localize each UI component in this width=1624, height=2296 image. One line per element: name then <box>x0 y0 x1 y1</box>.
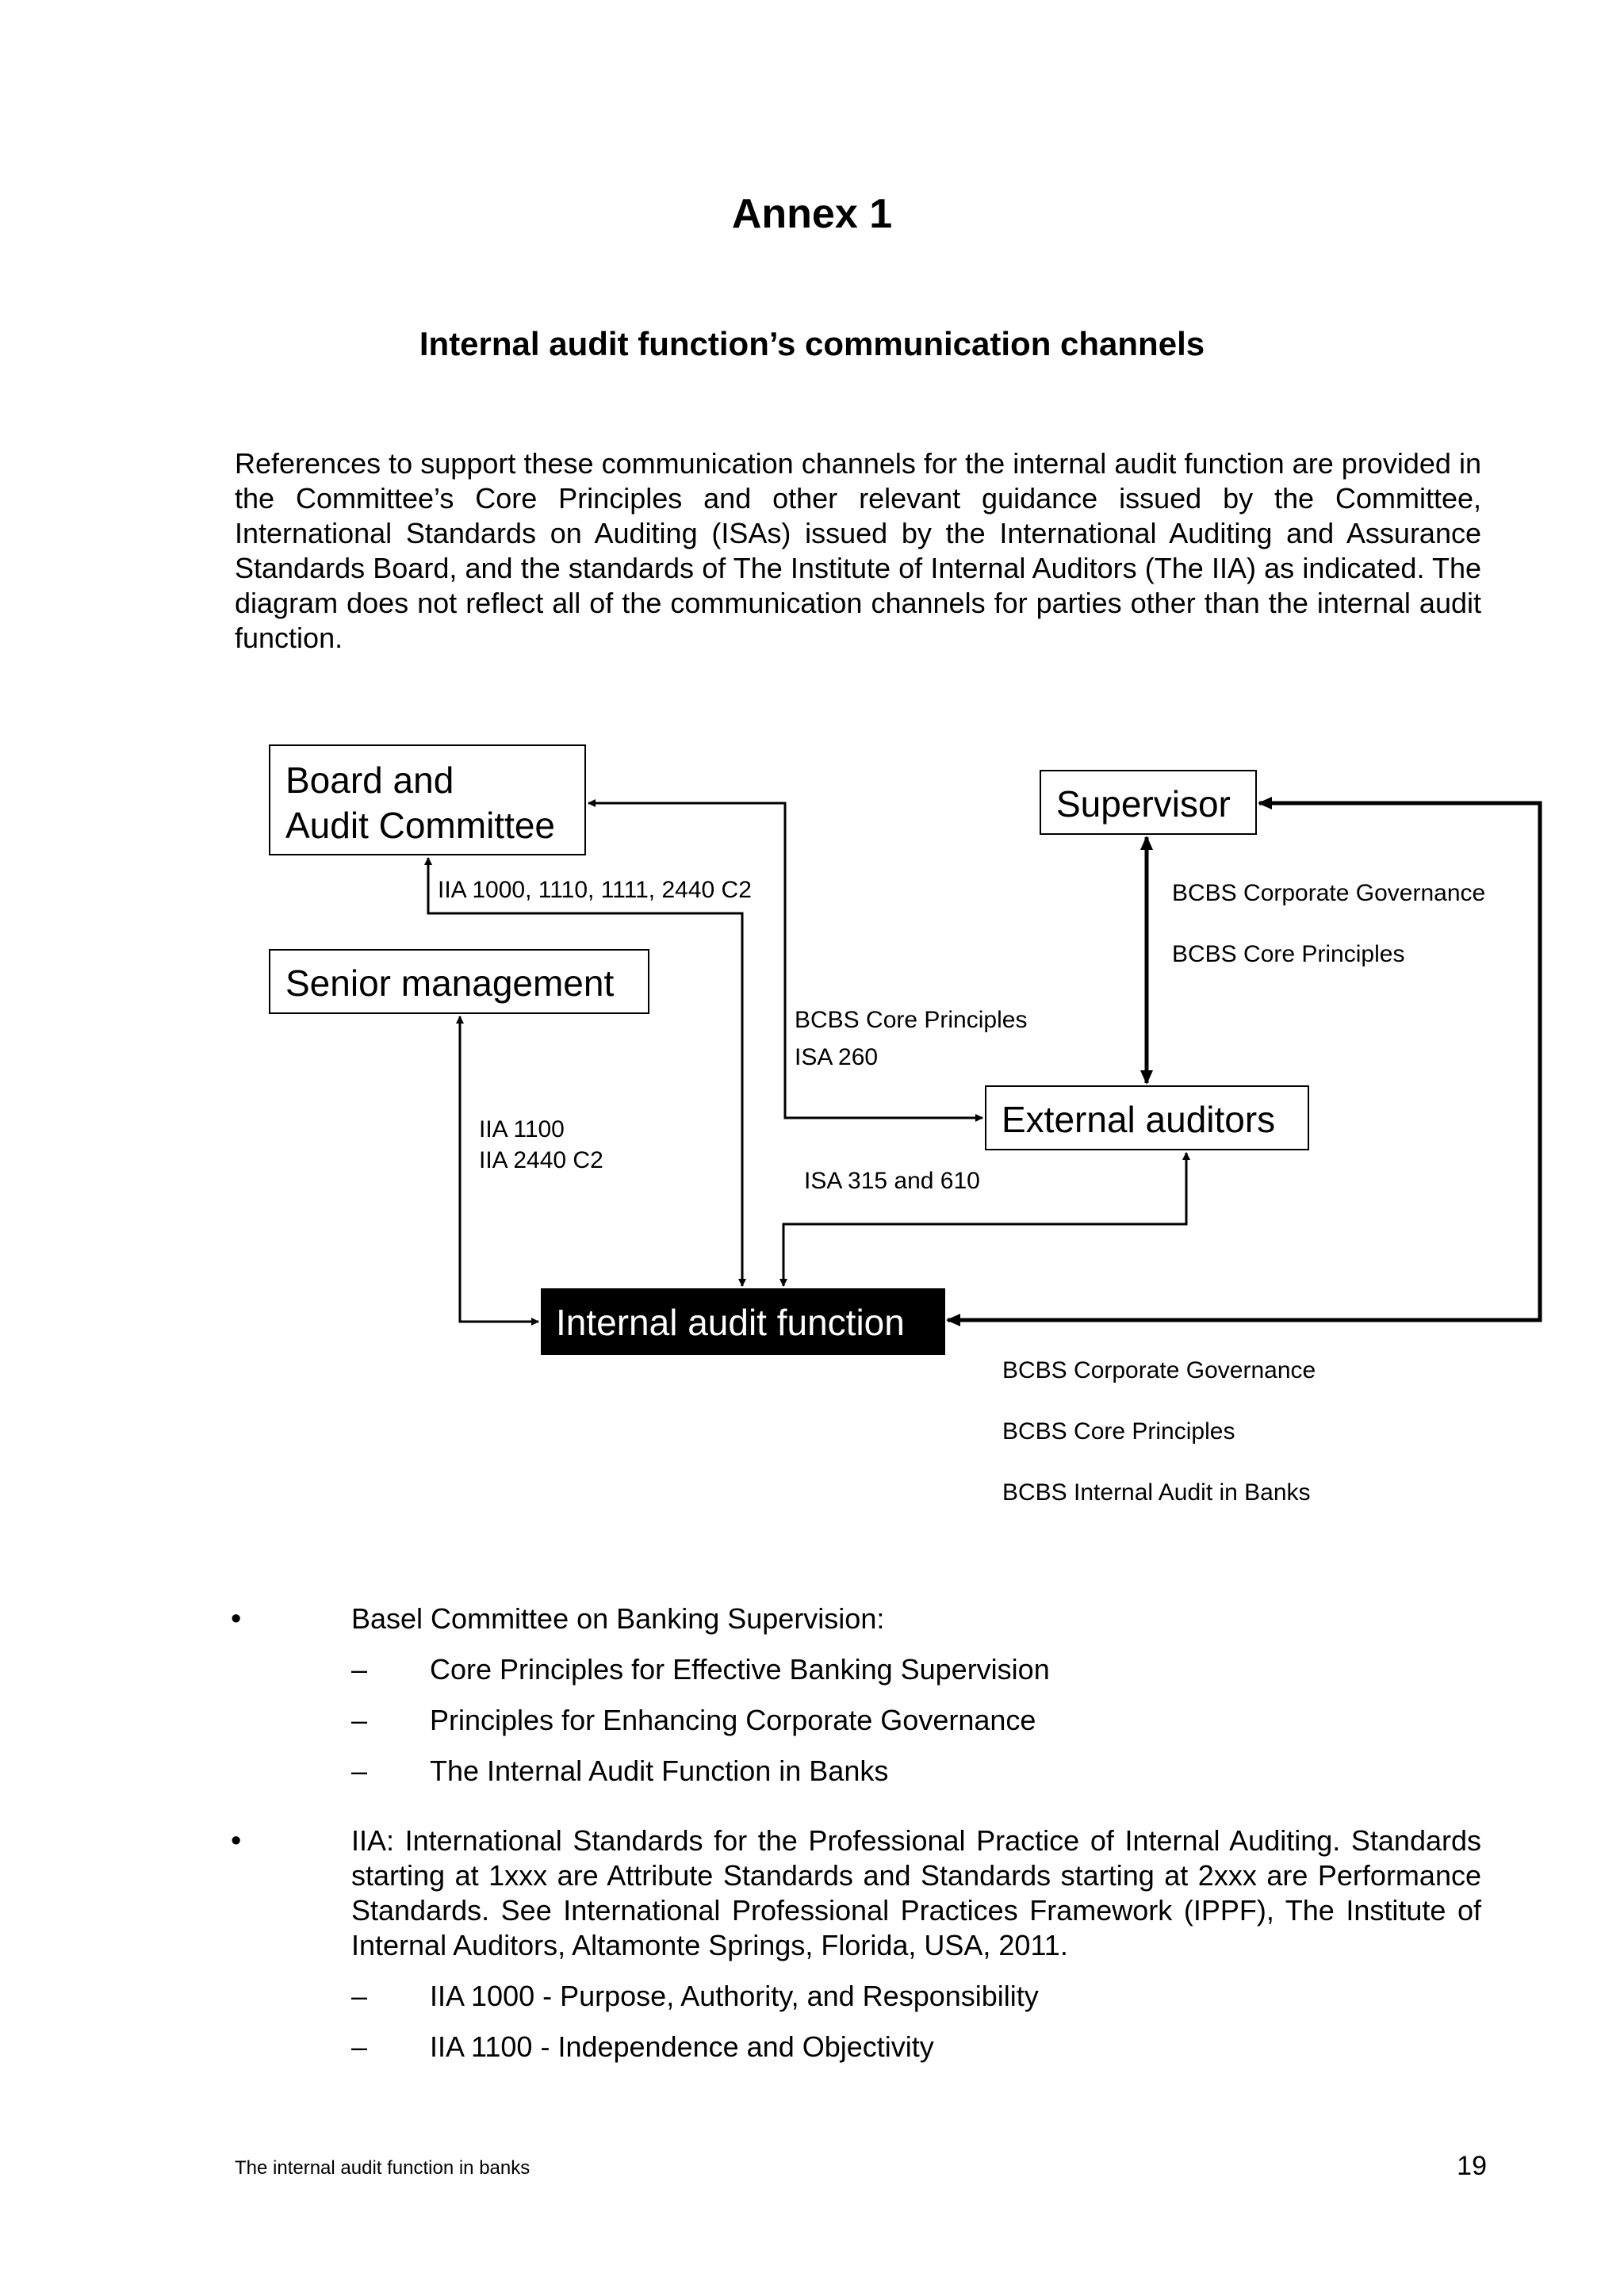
bullet-text-basel: Basel Committee on Banking Supervision: <box>351 1602 885 1635</box>
dash-symbol: – <box>351 2030 368 2063</box>
dash-symbol: – <box>351 1755 368 1787</box>
internal-audit-label: Internal audit function <box>556 1302 905 1343</box>
sub-item-text: Core Principles for Effective Banking Supervision <box>430 1653 1050 1686</box>
dash-symbol: – <box>351 1653 368 1686</box>
ref-bcbs-cg-bottom: BCBS Corporate Governance <box>1002 1357 1316 1383</box>
ref-isa315: ISA 315 and 610 <box>804 1168 980 1194</box>
sub-item-text: IIA 1100 - Independence and Objectivity <box>430 2030 934 2063</box>
board-internal-audit-connector <box>428 858 742 1286</box>
external-auditors-label: External auditors <box>1002 1099 1276 1140</box>
ref-iia-board: IIA 1000, 1110, 1111, 2440 C2 <box>438 877 752 903</box>
communication-channels-diagram <box>0 714 1624 1546</box>
sub-item-text: IIA 1000 - Purpose, Authority, and Responsibility <box>430 1980 1039 2012</box>
bullet-text-iia: IIA: International Standards for the Professional Practice of Internal Auditing. Standards starting at 1xxx are Attribute Standards and Standards starting at 2xxx are Performance Standards. See International Professional Practices Framework (IPPF), The Institute of Internal Auditors, Altamonte Springs, Florida, USA, 2011. <box>351 1824 1481 1961</box>
dash-symbol: – <box>351 1704 368 1736</box>
ref-bcbs-cp-bottom: BCBS Core Principles <box>1002 1418 1235 1445</box>
bullet-symbol: • <box>231 1824 242 1858</box>
board-label-line1: Board and <box>285 760 454 801</box>
ref-bcbs-ia-bottom: BCBS Internal Audit in Banks <box>1002 1479 1311 1506</box>
bullet-symbol: • <box>231 1602 242 1636</box>
ref-iia1100: IIA 1100 <box>479 1116 565 1142</box>
intro-paragraph: References to support these communication channels for the internal audit function are provided in the Committee’s Core Principles and other relevant guidance issued by the Committee, International Standards on Auditing (ISAs) issued by the International Auditing and Assurance Standards Board, and the standards of The Institute of Internal Auditors (The IIA) as indicated. The diagram does not reflect all of the communication channels for parties other than the internal audit function. <box>235 447 1481 654</box>
ref-bcbs-cp-top: BCBS Core Principles <box>1172 941 1405 967</box>
ref-bcbs-cg-top: BCBS Corporate Governance <box>1172 880 1486 906</box>
senior-management-label: Senior management <box>285 962 615 1004</box>
board-label-line2: Audit Committee <box>285 805 556 846</box>
ref-isa260: ISA 260 <box>795 1044 879 1070</box>
page-number: 19 <box>1457 2151 1487 2181</box>
supervisor-label: Supervisor <box>1056 783 1231 825</box>
ref-bcbs-cp-mid: BCBS Core Principles <box>795 1007 1028 1033</box>
sub-item-text: Principles for Enhancing Corporate Governance <box>430 1704 1036 1736</box>
section-subtitle: Internal audit function’s communication channels <box>419 325 1205 362</box>
ref-iia2440: IIA 2440 C2 <box>479 1147 603 1173</box>
sub-item-text: The Internal Audit Function in Banks <box>430 1755 889 1787</box>
annex-title: Annex 1 <box>731 191 893 237</box>
footer-title: The internal audit function in banks <box>235 2157 530 2179</box>
dash-symbol: – <box>351 1980 368 2012</box>
